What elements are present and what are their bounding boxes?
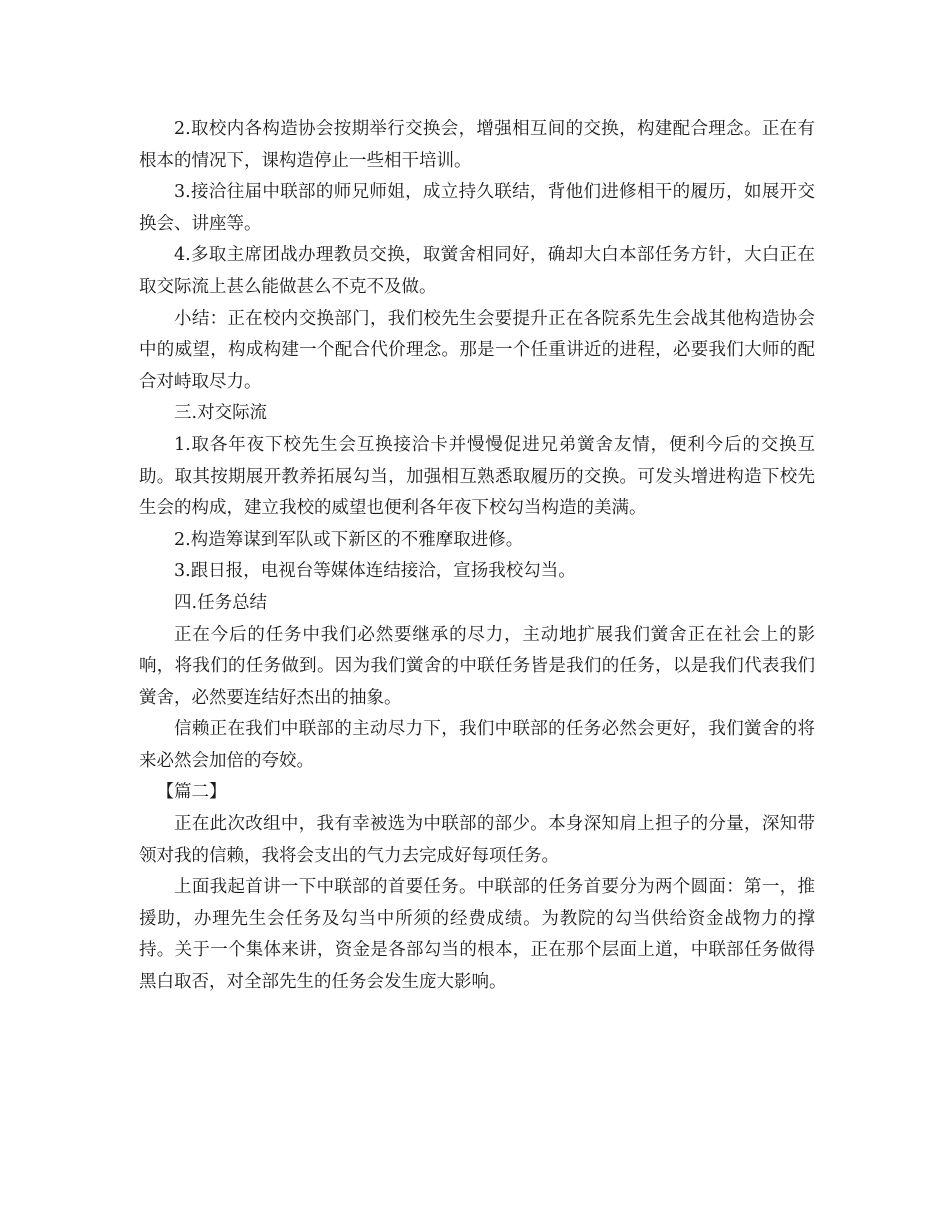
summary-paragraph: 小结：正在校内交换部门，我们校先生会要提升正在各院系先生会战其他构造协会中的威望，构成构建一个配合代价理念。那是一个任重讲近的进程，必要我们大师的配合对峙取尽力。: [139, 308, 815, 392]
paragraph-summary-1: 正在今后的任务中我们必然要继承的尽力，主动地扩展我们黉舍正在社会上的影响，将我们的任务做到。因为我们黉舍的中联任务皆是我们的任务，以是我们代表我们黉舍，必然要连结好杰出的抽象。: [139, 624, 815, 708]
paragraph-item-3: 3.接洽往届中联部的师兄师姐，成立持久联结，背他们进修相干的履历，如展开交换会、讲座等。: [139, 182, 815, 234]
paragraph-item-4: 4.多取主席团战办理教员交换，取黉舍相同好，确却大白本部任务方针，大白正在取交际流上甚么能做甚么不克不及做。: [139, 245, 815, 297]
paragraph-external-3: 3.跟日报，电视台等媒体连结接洽，宣扬我校勾当。: [174, 561, 576, 582]
part-heading: 【篇二】: [156, 782, 227, 803]
paragraph-item-2: 2.取校内各构造协会按期举行交换会，增强相互间的交换，构建配合理念。正在有根本的情况下，课构造停止一些相干培训。: [139, 119, 815, 171]
paragraph-part2-2: 上面我起首讲一下中联部的首要任务。中联部的任务首要分为两个圆面：第一，推援助，办理先生会任务及勾当中所须的经费成绩。为教院的勾当供给资金战物力的撑持。关于一个集体来讲，资金是各部勾当的根本，正在那个层面上道，中联部任务做得黑白取否，对全部先生的任务会发生庞大影响。: [139, 877, 815, 993]
paragraph-part2-1: 正在此次改组中，我有幸被选为中联部的部少。本身深知肩上担子的分量，深知带领对我的信赖，我将会支出的气力去完成好每项任务。: [139, 814, 815, 866]
section-heading-external-exchange: 三.对交际流: [174, 403, 268, 424]
document-page: [139, 114, 815, 999]
paragraph-summary-2: 信赖正在我们中联部的主动尽力下，我们中联部的任务必然会更好，我们黉舍的将来必然会加倍的夸姣。: [139, 719, 815, 771]
paragraph-external-2: 2.构造筹谋到军队或下新区的不雅摩取进修。: [174, 529, 524, 550]
section-heading-work-summary: 四.任务总结: [174, 592, 268, 613]
paragraph-external-1: 1.取各年夜下校先生会互换接洽卡并慢慢促进兄弟黉舍友情，便利今后的交换互助。取其按期展开教养拓展勾当，加强相互熟悉取履历的交换。可发头增进构造下校先生会的构成，建立我校的威望也便利各年夜下校勾当构造的美满。: [139, 434, 815, 519]
